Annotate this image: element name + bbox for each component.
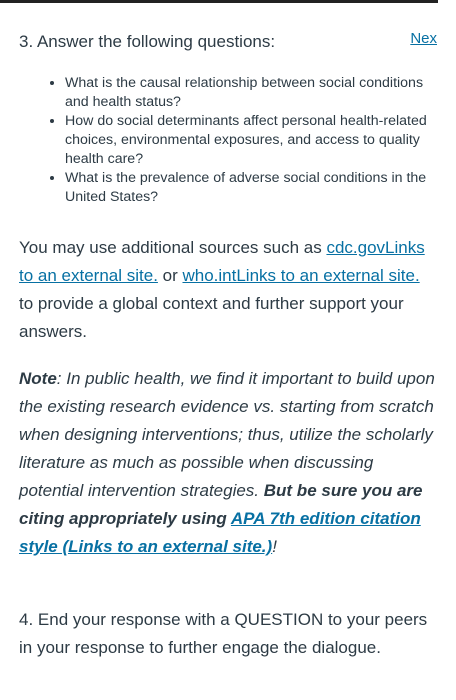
sources-paragraph <box>19 234 437 346</box>
sources-text-or: or <box>157 266 183 285</box>
next-link[interactable]: Nex <box>410 30 437 47</box>
question-3-header <box>19 30 437 54</box>
note-paragraph <box>19 365 437 561</box>
sources-text-before: You may use additional sources such as <box>19 238 327 257</box>
question-3-title: 3. Answer the following questions: <box>19 32 276 51</box>
question-3-list <box>19 74 437 207</box>
note-emphasis: But be sure you are citing appropriately using <box>19 481 423 528</box>
question-4-paragraph: 4. End your response with a QUESTION to your peers in your response to further engage the dialogue. <box>19 610 428 657</box>
note-end: ! <box>272 537 277 556</box>
list-item: • How do social determinants affect personal health-related choices, environmental exposures, and access to quality health care? <box>65 112 437 169</box>
cdc-gov-link[interactable]: cdc.govLinks to an external site. <box>19 238 425 285</box>
who-int-link[interactable]: who.intLinks to an external site. <box>182 266 420 285</box>
list-item: • What is the prevalence of adverse social conditions in the United States? <box>65 169 437 207</box>
list-item: • What is the causal relationship between social conditions and health status? <box>65 74 437 112</box>
top-divider <box>0 0 438 3</box>
apa-citation-link[interactable]: APA 7th edition citation style (Links to an external site.) <box>19 509 421 556</box>
sources-text-after: to provide a global context and further support your answers. <box>19 294 404 341</box>
note-label: Note <box>19 369 57 388</box>
note-body: : In public health, we find it important to build upon the existing research evidence vs. starting from scratch when designing interventions; thus, utilize the scholarly literature as much as possible when discussing potential intervention strategies. <box>19 369 435 500</box>
